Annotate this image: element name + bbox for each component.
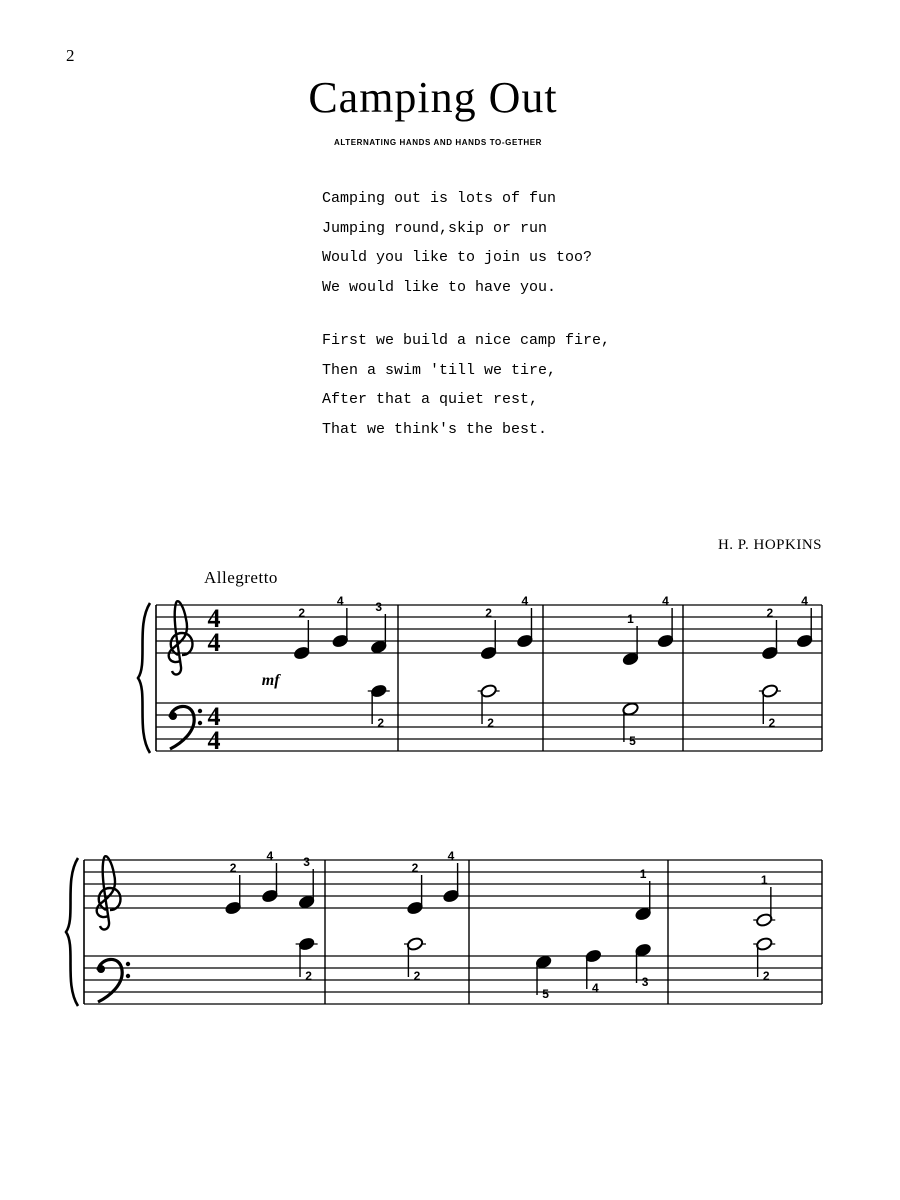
poem-line: Camping out is lots of fun [322, 190, 557, 207]
dynamic-marking: mf [261, 672, 280, 689]
fingering-number: 3 [375, 600, 383, 614]
tempo-marking: Allegretto [204, 568, 278, 587]
poem-line: Would you like to join us too? [322, 249, 593, 266]
fingering-number: 2 [762, 969, 770, 983]
fingering-number: 4 [336, 594, 344, 608]
fingering-number: 2 [766, 606, 774, 620]
poem-line: That we think's the best. [322, 420, 548, 438]
fingering-number: 5 [629, 734, 636, 748]
fingering-number: 2 [487, 716, 494, 730]
time-signature-top: 4 [207, 702, 221, 731]
poem-line: We would like to have you. [322, 278, 557, 296]
fingering-number: 3 [641, 975, 649, 989]
fingering-number: 2 [768, 716, 776, 730]
fingering-number: 1 [760, 873, 768, 887]
fingering-number: 4 [662, 594, 669, 608]
music-system [138, 594, 822, 755]
time-signature-bottom: 4 [207, 628, 221, 657]
bass-clef-dot [97, 965, 105, 973]
song-title: Camping Out [308, 73, 558, 122]
composer-credit: H. P. HOPKINS [717, 537, 822, 553]
poem-line: First we build a nice camp fire, [322, 332, 611, 349]
grand-staff-brace [138, 603, 150, 753]
poem-line: After that a quiet rest, [322, 391, 539, 408]
fingering-number: 2 [298, 606, 306, 620]
treble-clef-loop [99, 888, 121, 910]
bass-clef-dot [126, 962, 130, 966]
fingering-number: 4 [447, 849, 455, 863]
time-signature-top: 4 [207, 604, 221, 633]
bass-clef-dot [198, 721, 202, 725]
fingering-number: 2 [413, 969, 421, 983]
poem-line: Jumping round,skip or run [322, 219, 548, 237]
fingering-number: 2 [377, 716, 385, 730]
fingering-number: 5 [542, 987, 549, 1001]
treble-clef-loop [171, 633, 193, 655]
fingering-number: 2 [229, 861, 237, 875]
fingering-number: 4 [266, 849, 274, 863]
bass-clef-dot [126, 974, 130, 978]
time-signature-bottom: 4 [207, 726, 221, 755]
fingering-number: 3 [303, 855, 310, 869]
bass-clef-dot [169, 712, 177, 720]
fingering-number: 2 [485, 606, 492, 620]
fingering-number: 1 [627, 612, 634, 626]
page-number: 2 [66, 46, 75, 65]
bass-clef-dot [198, 709, 202, 713]
music-system [66, 849, 822, 1006]
fingering-number: 4 [592, 981, 599, 995]
fingering-number: 2 [411, 861, 419, 875]
fingering-number: 2 [305, 969, 312, 983]
fingering-number: 4 [801, 594, 808, 608]
fingering-number: 1 [639, 867, 647, 881]
grand-staff-brace [66, 858, 78, 1006]
song-subtitle: ALTERNATING HANDS AND HANDS TO-GETHER [333, 138, 543, 147]
poem-line: Then a swim 'till we tire, [322, 361, 557, 379]
fingering-number: 4 [521, 594, 529, 608]
